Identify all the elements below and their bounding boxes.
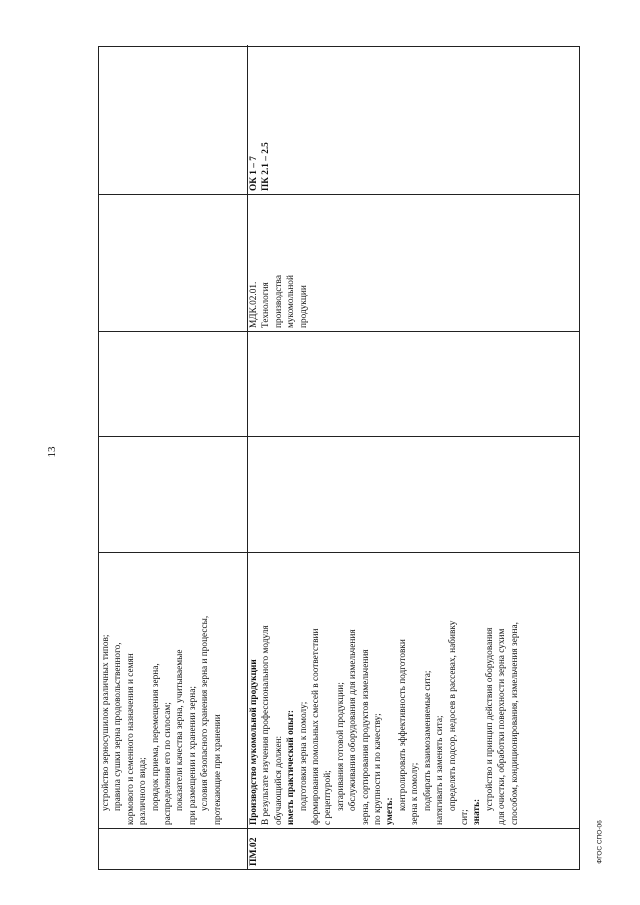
mdk-line: Технология (261, 282, 272, 328)
content-line: зерна к помолу; (410, 762, 421, 825)
code-cell (99, 829, 247, 869)
content-line: способом, кондиционирования, измельчения зерна, (509, 622, 520, 825)
module-code: ПМ.02 (248, 837, 259, 866)
content-line: порядок приема, перемещения зерна, (150, 663, 161, 811)
footer-label: ФГОС СПО-06 (596, 820, 604, 864)
curriculum-table (98, 46, 580, 870)
content-line: обслуживания оборудования для измельчения (348, 629, 359, 811)
mdk-cell (99, 195, 247, 332)
content-line: контролировать эффективность подготовки (397, 639, 408, 811)
competency-line: ОК 1 – 7 (249, 156, 259, 191)
content-line: зерна, сортирования продуктов измельчения (360, 649, 371, 825)
content-line: обучающийся должен: (273, 735, 284, 825)
content-line: протекающие при хранении (212, 714, 223, 825)
content-line: иметь практический опыт: (286, 709, 297, 825)
content-line: подбирать взаимозаменяемые сита; (422, 670, 433, 811)
mdk-line: производства (273, 275, 284, 328)
empty-cell (247, 437, 580, 553)
mdk-line: МДК.02.01. (249, 281, 259, 328)
competencies-cell (247, 45, 580, 195)
content-line: правила сушки зерна продовольственного, (113, 642, 124, 811)
content-line: по крупности и по качеству; (373, 713, 384, 825)
table-row (99, 45, 248, 869)
content-line: с рецептурой; (323, 770, 334, 825)
content-line: формирования помольных смесей в соответствии (311, 628, 322, 825)
content-line: кормового и семенного назначения и семян (125, 653, 136, 825)
content-line: при размещении и хранении зерна; (187, 686, 198, 825)
mdk-line: продукции (298, 285, 309, 328)
mdk-line: мукомольной (286, 275, 297, 328)
content-line: определять подсор, недосев в рассевах, набивку (447, 620, 458, 811)
content-line: различного вида; (138, 757, 149, 825)
content-line: показатели качества зерна, учитываемые (175, 649, 186, 811)
content-line: Производство мукомольной продукции (249, 659, 259, 825)
content-line: сит; (459, 809, 470, 825)
empty-cell (247, 332, 580, 437)
table-row (247, 45, 580, 869)
content-line: условия безопасного хранения зерна и процессы, (200, 615, 211, 811)
empty-cell (99, 437, 247, 553)
content-line: подготовки зерна к помолу; (298, 701, 309, 811)
content-line: уметь: (385, 797, 396, 825)
empty-cell (99, 332, 247, 437)
content-line: В результате изучения профессионального модуля (261, 625, 272, 825)
content-cell (99, 553, 247, 829)
mdk-cell (247, 195, 580, 332)
rotated-page (98, 46, 580, 870)
content-line: распределения его по силосам; (163, 702, 174, 825)
content-line: затаривания готовой продукции; (335, 682, 346, 811)
content-line: натягивать и заменять сита; (435, 715, 446, 825)
content-line: устройство и принцип действия оборудования (484, 627, 495, 811)
content-line: знать: (472, 798, 483, 825)
content-line: для очистки, обработки поверхности зерна сухим (497, 628, 508, 825)
content-line: устройство зерносушилок различных типов; (101, 634, 111, 811)
competencies-cell (99, 45, 247, 195)
content-cell (247, 553, 580, 829)
competency-line: ПК 2.1 – 2.5 (261, 142, 272, 191)
page-number: 13 (46, 446, 58, 458)
